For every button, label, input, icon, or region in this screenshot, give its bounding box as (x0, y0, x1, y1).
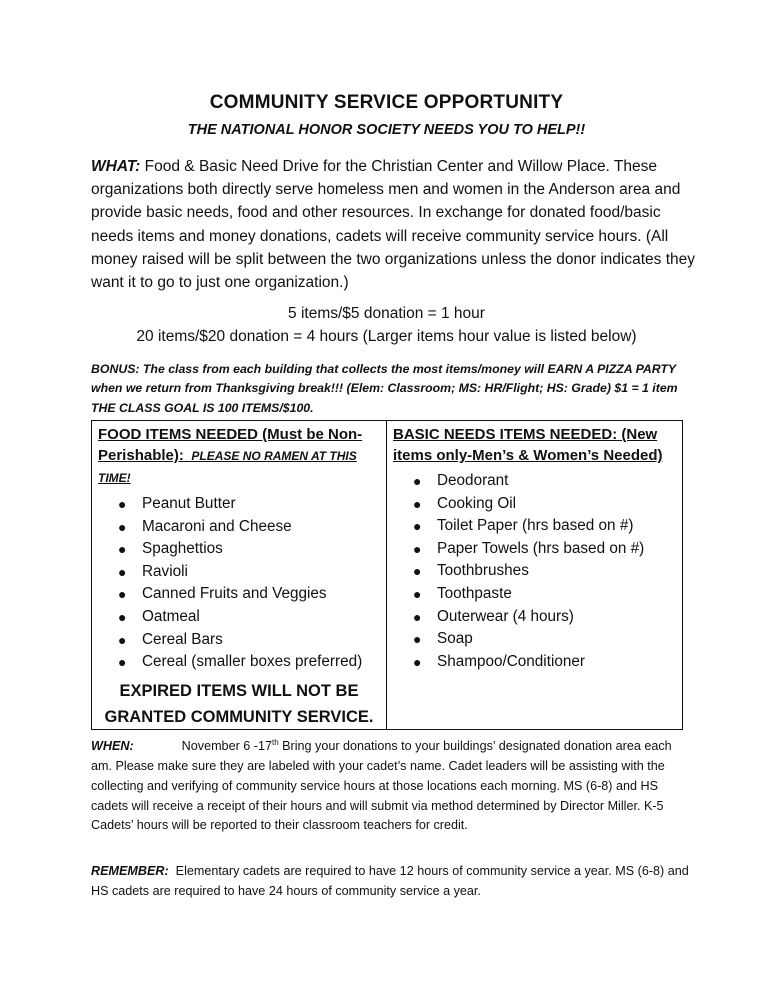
list-item-label: Outerwear (4 hours) (437, 607, 574, 625)
list-item-label: Paper Towels (hrs based on #) (437, 539, 645, 557)
list-item-label: Deodorant (437, 472, 509, 489)
list-item (98, 561, 380, 584)
bullet-icon: ● (118, 518, 127, 535)
list-item (393, 560, 678, 583)
list-item-label: Cereal (smaller boxes preferred) (142, 653, 363, 671)
basic-items-list (393, 470, 678, 673)
what-text: Food & Basic Need Drive for the Christian Center and Willow Place. These organizations both directly serve homeless men and women in the Anderson area and provide basic needs, food and other resources. In exchange for donated food/basic needs items and money donations, cadets will receive community service hours. (All money raised will be split between the two organizations unless the donor indicates they want it to go to just one organization.) (91, 158, 695, 292)
when-dates-suffix: th (271, 738, 279, 747)
when-section (91, 733, 691, 836)
basic-items-column (393, 424, 678, 673)
list-item (393, 493, 678, 516)
bullet-icon: ● (413, 540, 422, 557)
list-item (98, 493, 380, 516)
bullet-icon: ● (118, 654, 127, 671)
bullet-icon: ● (413, 563, 422, 580)
bullet-icon: ● (413, 631, 422, 648)
bullet-icon: ● (118, 563, 127, 580)
list-item-label: Toilet Paper (hrs based on #) (437, 517, 634, 535)
list-item-label: Macaroni and Cheese (142, 517, 292, 535)
list-item (393, 470, 678, 493)
list-item (98, 538, 380, 561)
list-item (98, 629, 380, 652)
items-table (91, 420, 683, 730)
bullet-icon: ● (413, 495, 422, 512)
bonus-text: BONUS: The class from each building that collects the most items/money will EARN A PIZZA PARTY when we return from Thanksgiving break!!! (Elem: Classroom; MS: HR/Flight; HS: Grade) $1 = 1 item THE CLASS GOAL IS 100 ITEMS/$100. (91, 362, 678, 415)
food-items-column (98, 424, 380, 730)
remember-section (91, 862, 691, 902)
column-divider (386, 421, 387, 729)
list-item-label: Peanut Butter (142, 495, 236, 512)
food-heading (98, 424, 380, 489)
bullet-icon: ● (413, 585, 422, 602)
list-item (98, 651, 380, 674)
food-heading-text: FOOD ITEMS NEEDED (Must be Non-Perishable): (98, 426, 363, 464)
list-item-label: Soap (437, 630, 473, 648)
what-section (91, 155, 701, 294)
list-item-label: Cooking Oil (437, 494, 517, 512)
list-item-label: Toothpaste (437, 584, 512, 602)
list-item (393, 606, 678, 629)
list-item (393, 628, 678, 651)
bullet-icon: ● (413, 608, 422, 625)
bullet-icon: ● (118, 586, 127, 603)
list-item (393, 515, 678, 538)
remember-text: Elementary cadets are required to have 12 hours of community service a year. MS (6-8) and HS cadets are required to have 24 hours of community service a year. (91, 864, 689, 898)
when-dates: November 6 -17 (181, 739, 272, 754)
list-item (393, 538, 678, 561)
what-label: WHAT: (91, 158, 141, 175)
page-title: COMMUNITY SERVICE OPPORTUNITY (209, 92, 564, 113)
rate-line-1: 5 items/$5 donation = 1 hour (288, 305, 485, 322)
bullet-icon: ● (118, 608, 127, 625)
list-item (98, 516, 380, 539)
basic-heading: BASIC NEEDS ITEMS NEEDED: (New items only-Men’s & Women’s Needed) (393, 426, 663, 464)
list-item-label: Ravioli (142, 562, 188, 580)
list-item (98, 606, 380, 629)
list-item-label: Toothbrushes (437, 562, 529, 580)
list-item-label: Spaghettios (142, 540, 223, 558)
list-item-label: Oatmeal (142, 607, 200, 625)
list-item (393, 651, 678, 674)
list-item-label: Cereal Bars (142, 630, 223, 648)
food-note-text: PLEASE NO RAMEN AT THIS TIME! (98, 449, 357, 485)
bullet-icon: ● (413, 473, 422, 489)
list-item-label: Canned Fruits and Veggies (142, 585, 327, 603)
remember-label: REMEMBER: (91, 864, 169, 878)
when-text: Bring your donations to your buildings’ designated donation area each am. Please make sure they are labeled with your cadet’s name. Cadet leaders will be assisting with the collecting and verifying of community service hours at those locations each morning. MS (6-8) and HS cadets will receive a receipt of their hours and will submit via method determined by Director Miller. K-5 Cadets’ hours will be reported to their classroom teachers for credit. (91, 739, 672, 833)
bullet-icon: ● (118, 496, 127, 512)
bullet-icon: ● (118, 541, 127, 558)
page-subtitle: THE NATIONAL HONOR SOCIETY NEEDS YOU TO HELP!! (187, 122, 586, 138)
food-items-list (98, 493, 380, 674)
bullet-icon: ● (118, 631, 127, 648)
list-item (393, 583, 678, 606)
bullet-icon: ● (413, 653, 422, 670)
bullet-icon: ● (413, 518, 422, 535)
list-item (98, 583, 380, 606)
list-item-label: Shampoo/Conditioner (437, 652, 585, 670)
rate-line-2: 20 items/$20 donation = 4 hours (Larger items hour value is listed below) (136, 328, 637, 345)
expired-warning: EXPIRED ITEMS WILL NOT BE GRANTED COMMUNITY SERVICE. (104, 681, 374, 726)
when-label: WHEN: (91, 739, 134, 754)
